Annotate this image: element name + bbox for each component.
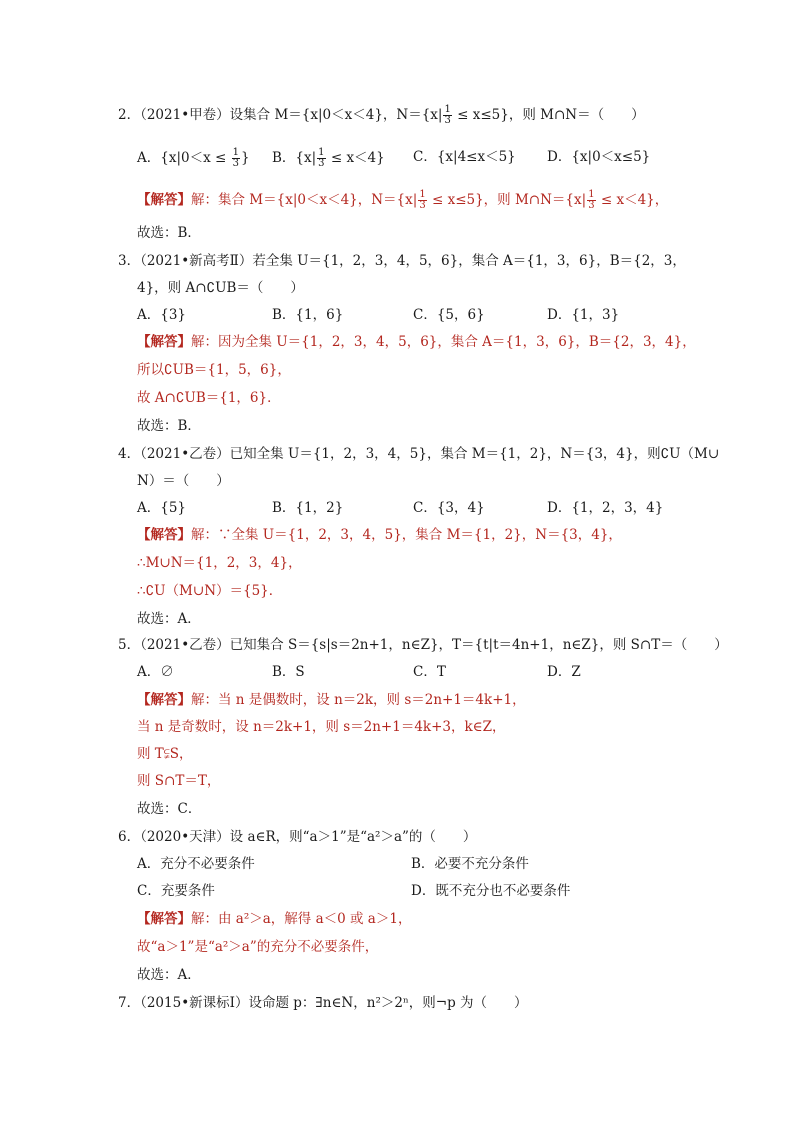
question-7-stem: 7．（2015•新课标Ⅰ）设命题 p：∃n∈N，n²＞2ⁿ，则¬p 为（ ） [118, 995, 528, 1011]
question-6-option-b: B．必要不充分条件 [411, 856, 529, 872]
question-4-option-a: A．{5} [137, 500, 187, 516]
question-6-answer-1: 【解答】解：由 a²＞a，解得 a＜0 或 a＞1， [137, 911, 412, 927]
question-5-answer-3: 则 T⫋S， [137, 746, 193, 762]
fraction: $\frac{1}{3}$ [232, 147, 239, 169]
question-3-option-d: D．{1，3} [547, 307, 620, 323]
fraction: $\frac{1}{3}$ [419, 189, 426, 211]
question-5-stem: 5．（2021•乙卷）已知集合 S＝{s|s＝2n+1，n∈Z}，T＝{t|t＝4n+1，n∈Z}，则 S∩T＝（ ） [118, 637, 728, 653]
question-2-option-c: C．{x|4≤x＜5} [413, 149, 516, 165]
question-5-answer-2: 当 n 是奇数时，设 n＝2k+1，则 s＝2n+1＝4k+3，k∈Z， [137, 719, 506, 735]
question-2-option-d: D．{x|0＜x≤5} [547, 149, 651, 165]
question-3-stem-1: 3．（2021•新高考Ⅱ）若全集 U＝{1，2，3，4，5，6}，集合 A＝{1，3，6}，B＝{2，3， [118, 253, 686, 269]
question-4-answer-3: ∴∁U（M∪N）＝{5}． [137, 583, 283, 599]
question-4-stem-2: N）＝（ ） [137, 473, 230, 489]
question-6-option-d: D．既不充分也不必要条件 [411, 883, 571, 899]
question-5-option-b: B．S [272, 664, 305, 680]
question-3-option-a: A．{3} [137, 307, 187, 323]
question-3-answer-1: 【解答】解：因为全集 U＝{1，2，3，4，5，6}，集合 A＝{1，3，6}，B＝{2，3，4}， [137, 334, 696, 350]
question-2-stem: 2．（2021•甲卷）设集合 M＝{x|0＜x＜4}，N＝{x| $\frac{1}{3}$ ≤ x≤5}，则 M∩N＝（ ） [118, 104, 645, 126]
question-4-option-d: D．{1，2，3，4} [547, 500, 664, 516]
question-2-answer: 【解答】解：集合 M＝{x|0＜x＜4}，N＝{x| $\frac{1}{3}$ ≤ x≤5}，则 M∩N＝{x| $\frac{1}{3}$ ≤ x＜4}， [137, 189, 669, 211]
question-4-final: 故选：A． [137, 611, 201, 627]
question-6-final: 故选：A． [137, 967, 201, 983]
question-4-answer-1: 【解答】解：∵全集 U＝{1，2，3，4，5}，集合 M＝{1，2}，N＝{3，4}， [137, 527, 622, 543]
fraction: $\frac{1}{3}$ [588, 189, 595, 211]
question-2-option-b: B．{x| $\frac{1}{3}$ ≤ x＜4} [272, 147, 385, 169]
question-2-final: 故选：B． [137, 225, 201, 241]
question-3-option-b: B．{1，6} [272, 307, 344, 323]
question-6-answer-2: 故“a＞1”是“a²＞a”的充分不必要条件， [137, 939, 379, 955]
question-6-option-a: A．充分不必要条件 [137, 856, 255, 872]
question-5-option-d: D．Z [547, 664, 581, 680]
question-3-final: 故选：B． [137, 418, 201, 434]
question-6-stem: 6．（2020•天津）设 a∈R，则“a＞1”是“a²＞a”的（ ） [118, 829, 477, 845]
question-5-final: 故选：C． [137, 801, 202, 817]
question-3-stem-2: 4}，则 A∩∁UB＝（ ） [137, 280, 304, 296]
question-4-option-b: B．{1，2} [272, 500, 344, 516]
question-4-answer-2: ∴M∪N＝{1，2，3，4}， [137, 555, 302, 571]
question-5-answer-1: 【解答】解：当 n 是偶数时，设 n＝2k，则 s＝2n+1＝4k+1， [137, 692, 526, 708]
question-4-stem-1: 4．（2021•乙卷）已知全集 U＝{1，2，3，4，5}，集合 M＝{1，2}，N＝{3，4}，则∁U（M∪ [118, 446, 720, 462]
question-2-option-a: A．{x|0＜x ≤ $\frac{1}{3}$ } [137, 147, 250, 169]
question-5-option-a: A．∅ [137, 664, 174, 680]
fraction: $\frac{1}{3}$ [318, 147, 325, 169]
question-6-option-c: C．充要条件 [137, 883, 215, 899]
question-5-option-c: C．T [413, 664, 446, 680]
question-3-answer-3: 故 A∩∁UB＝{1，6}． [137, 390, 281, 406]
question-5-answer-4: 则 S∩T＝T， [137, 773, 221, 789]
question-3-answer-2: 所以∁UB＝{1，5，6}， [137, 362, 291, 378]
question-4-option-c: C．{3，4} [413, 500, 485, 516]
fraction: $\frac{1}{3}$ [444, 104, 451, 126]
question-3-option-c: C．{5，6} [413, 307, 485, 323]
